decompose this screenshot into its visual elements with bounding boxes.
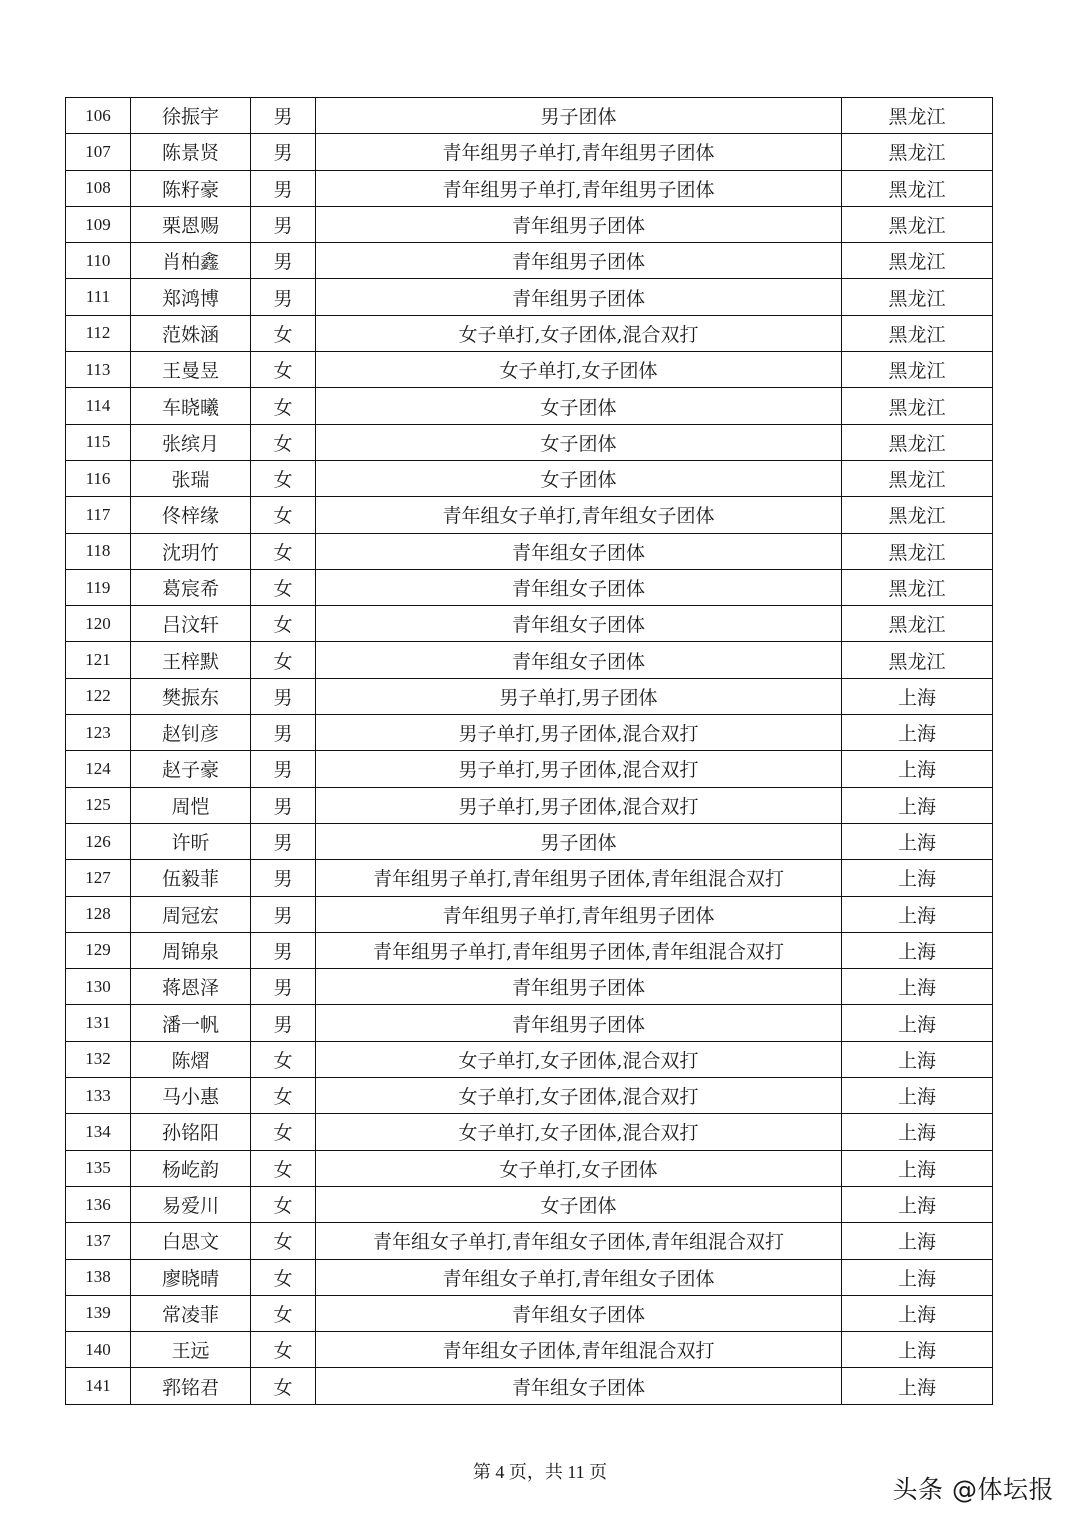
table-row [66, 497, 993, 533]
cell-events: 男子单打,男子团体,混合双打 [316, 787, 842, 823]
cell-name: 陈熠 [131, 1041, 251, 1077]
cell-events: 青年组男子单打,青年组男子团体 [316, 134, 842, 170]
cell-region: 上海 [842, 678, 993, 714]
cell-name: 孙铭阳 [131, 1114, 251, 1150]
cell-gender: 女 [251, 1295, 316, 1331]
cell-name: 蒋恩泽 [131, 969, 251, 1005]
cell-name: 赵钊彦 [131, 715, 251, 751]
cell-gender: 女 [251, 642, 316, 678]
cell-region: 上海 [842, 1005, 993, 1041]
cell-region: 上海 [842, 1259, 993, 1295]
cell-name: 佟梓缘 [131, 497, 251, 533]
cell-number: 116 [66, 460, 131, 496]
table-row [66, 678, 993, 714]
cell-number: 125 [66, 787, 131, 823]
cell-events: 青年组女子团体 [316, 642, 842, 678]
cell-name: 郛铭君 [131, 1368, 251, 1404]
cell-gender: 女 [251, 1259, 316, 1295]
cell-number: 121 [66, 642, 131, 678]
cell-region: 黑龙江 [842, 424, 993, 460]
roster-table [65, 97, 993, 1405]
cell-name: 常凌菲 [131, 1295, 251, 1331]
cell-events: 青年组男子团体 [316, 243, 842, 279]
cell-events: 青年组男子单打,青年组男子团体,青年组混合双打 [316, 860, 842, 896]
cell-number: 138 [66, 1259, 131, 1295]
cell-name: 许昕 [131, 823, 251, 859]
cell-number: 134 [66, 1114, 131, 1150]
cell-number: 106 [66, 98, 131, 134]
table-row [66, 1078, 993, 1114]
cell-name: 陈景贤 [131, 134, 251, 170]
table-row [66, 787, 993, 823]
cell-region: 上海 [842, 860, 993, 896]
cell-events: 青年组女子团体 [316, 533, 842, 569]
page-number: 第 4 页，共 11 页 [472, 1462, 608, 1482]
cell-region: 黑龙江 [842, 388, 993, 424]
cell-number: 129 [66, 932, 131, 968]
cell-region: 上海 [842, 1223, 993, 1259]
cell-events: 女子单打,女子团体,混合双打 [316, 1114, 842, 1150]
table-row [66, 134, 993, 170]
cell-gender: 女 [251, 606, 316, 642]
cell-gender: 男 [251, 206, 316, 242]
cell-region: 上海 [842, 823, 993, 859]
cell-gender: 男 [251, 896, 316, 932]
cell-events: 女子团体 [316, 388, 842, 424]
cell-region: 黑龙江 [842, 279, 993, 315]
table-row [66, 932, 993, 968]
cell-region: 上海 [842, 969, 993, 1005]
table-row [66, 1186, 993, 1222]
cell-region: 黑龙江 [842, 134, 993, 170]
cell-events: 青年组男子单打,青年组男子团体,青年组混合双打 [316, 932, 842, 968]
table-row [66, 98, 993, 134]
cell-region: 黑龙江 [842, 497, 993, 533]
cell-region: 上海 [842, 715, 993, 751]
cell-name: 周冠宏 [131, 896, 251, 932]
table-row [66, 206, 993, 242]
cell-events: 青年组女子单打,青年组女子团体 [316, 1259, 842, 1295]
cell-region: 黑龙江 [842, 352, 993, 388]
cell-gender: 男 [251, 170, 316, 206]
table-row [66, 315, 993, 351]
cell-number: 141 [66, 1368, 131, 1404]
cell-name: 樊振东 [131, 678, 251, 714]
cell-name: 陈籽豪 [131, 170, 251, 206]
cell-events: 青年组女子团体 [316, 606, 842, 642]
table-row [66, 860, 993, 896]
cell-name: 廖晓晴 [131, 1259, 251, 1295]
cell-gender: 女 [251, 1041, 316, 1077]
table-row [66, 606, 993, 642]
table-row [66, 1150, 993, 1186]
cell-number: 111 [66, 279, 131, 315]
table-row [66, 243, 993, 279]
cell-region: 上海 [842, 787, 993, 823]
cell-region: 黑龙江 [842, 315, 993, 351]
table-row [66, 896, 993, 932]
cell-name: 赵子豪 [131, 751, 251, 787]
cell-gender: 女 [251, 1223, 316, 1259]
cell-number: 132 [66, 1041, 131, 1077]
cell-name: 周恺 [131, 787, 251, 823]
table-row [66, 823, 993, 859]
table-row [66, 1223, 993, 1259]
cell-events: 女子团体 [316, 424, 842, 460]
cell-events: 青年组女子团体 [316, 1368, 842, 1404]
cell-events: 青年组女子单打,青年组女子团体 [316, 497, 842, 533]
cell-gender: 女 [251, 497, 316, 533]
cell-name: 葛宸希 [131, 569, 251, 605]
cell-name: 徐振宇 [131, 98, 251, 134]
cell-gender: 女 [251, 533, 316, 569]
cell-number: 123 [66, 715, 131, 751]
cell-number: 140 [66, 1332, 131, 1368]
cell-gender: 女 [251, 569, 316, 605]
cell-region: 黑龙江 [842, 206, 993, 242]
cell-number: 108 [66, 170, 131, 206]
cell-name: 栗恩赐 [131, 206, 251, 242]
cell-events: 青年组男子团体 [316, 1005, 842, 1041]
cell-number: 133 [66, 1078, 131, 1114]
cell-gender: 女 [251, 1332, 316, 1368]
cell-number: 120 [66, 606, 131, 642]
cell-number: 128 [66, 896, 131, 932]
cell-gender: 女 [251, 1078, 316, 1114]
cell-name: 王梓默 [131, 642, 251, 678]
cell-number: 109 [66, 206, 131, 242]
cell-events: 男子单打,男子团体,混合双打 [316, 751, 842, 787]
cell-gender: 男 [251, 969, 316, 1005]
cell-number: 136 [66, 1186, 131, 1222]
cell-region: 上海 [842, 1114, 993, 1150]
cell-number: 135 [66, 1150, 131, 1186]
cell-region: 上海 [842, 932, 993, 968]
cell-name: 马小惠 [131, 1078, 251, 1114]
cell-gender: 女 [251, 1186, 316, 1222]
cell-region: 上海 [842, 1078, 993, 1114]
cell-name: 张缤月 [131, 424, 251, 460]
cell-events: 女子团体 [316, 460, 842, 496]
cell-region: 上海 [842, 1368, 993, 1404]
cell-events: 女子单打,女子团体,混合双打 [316, 1078, 842, 1114]
cell-gender: 男 [251, 823, 316, 859]
table-row [66, 1295, 993, 1331]
cell-events: 青年组男子团体 [316, 206, 842, 242]
cell-name: 车晓曦 [131, 388, 251, 424]
cell-region: 上海 [842, 751, 993, 787]
cell-gender: 男 [251, 134, 316, 170]
cell-events: 青年组男子团体 [316, 279, 842, 315]
cell-events: 青年组男子团体 [316, 969, 842, 1005]
table-row [66, 642, 993, 678]
cell-region: 上海 [842, 1332, 993, 1368]
table-row [66, 1114, 993, 1150]
cell-number: 118 [66, 533, 131, 569]
cell-name: 郑鸿博 [131, 279, 251, 315]
cell-events: 青年组女子团体,青年组混合双打 [316, 1332, 842, 1368]
table-row [66, 424, 993, 460]
cell-name: 吕汶轩 [131, 606, 251, 642]
cell-events: 女子单打,女子团体 [316, 1150, 842, 1186]
cell-name: 潘一帆 [131, 1005, 251, 1041]
cell-events: 男子团体 [316, 98, 842, 134]
cell-name: 周锦泉 [131, 932, 251, 968]
cell-events: 青年组女子团体 [316, 569, 842, 605]
cell-events: 男子单打,男子团体 [316, 678, 842, 714]
table-row [66, 279, 993, 315]
cell-region: 黑龙江 [842, 460, 993, 496]
cell-region: 黑龙江 [842, 533, 993, 569]
cell-number: 119 [66, 569, 131, 605]
cell-name: 伍毅菲 [131, 860, 251, 896]
cell-gender: 女 [251, 424, 316, 460]
cell-name: 肖柏鑫 [131, 243, 251, 279]
cell-gender: 男 [251, 1005, 316, 1041]
cell-region: 上海 [842, 1186, 993, 1222]
cell-name: 杨屹韵 [131, 1150, 251, 1186]
cell-events: 青年组女子团体 [316, 1295, 842, 1331]
cell-name: 范姝涵 [131, 315, 251, 351]
table-row [66, 388, 993, 424]
cell-name: 易爱川 [131, 1186, 251, 1222]
table-row [66, 1368, 993, 1404]
cell-gender: 男 [251, 860, 316, 896]
cell-region: 黑龙江 [842, 642, 993, 678]
cell-name: 沈玥竹 [131, 533, 251, 569]
cell-gender: 男 [251, 751, 316, 787]
cell-number: 126 [66, 823, 131, 859]
cell-region: 上海 [842, 1150, 993, 1186]
table-row [66, 751, 993, 787]
roster-body [66, 98, 993, 1405]
cell-gender: 男 [251, 243, 316, 279]
cell-region: 上海 [842, 896, 993, 932]
cell-gender: 女 [251, 388, 316, 424]
cell-gender: 男 [251, 678, 316, 714]
cell-gender: 男 [251, 279, 316, 315]
cell-region: 黑龙江 [842, 170, 993, 206]
table-row [66, 1005, 993, 1041]
cell-number: 114 [66, 388, 131, 424]
cell-events: 女子单打,女子团体,混合双打 [316, 315, 842, 351]
cell-gender: 女 [251, 460, 316, 496]
cell-region: 黑龙江 [842, 243, 993, 279]
table-row [66, 569, 993, 605]
cell-region: 上海 [842, 1041, 993, 1077]
table-row [66, 1259, 993, 1295]
cell-number: 122 [66, 678, 131, 714]
cell-name: 白思文 [131, 1223, 251, 1259]
cell-number: 127 [66, 860, 131, 896]
table-row [66, 715, 993, 751]
source-watermark: 头条 @体坛报 [892, 1475, 1054, 1504]
cell-gender: 男 [251, 787, 316, 823]
cell-region: 黑龙江 [842, 606, 993, 642]
table-row [66, 533, 993, 569]
cell-number: 139 [66, 1295, 131, 1331]
cell-gender: 男 [251, 932, 316, 968]
cell-gender: 女 [251, 315, 316, 351]
cell-name: 王曼昱 [131, 352, 251, 388]
table-row [66, 1332, 993, 1368]
cell-number: 115 [66, 424, 131, 460]
table-row [66, 969, 993, 1005]
cell-events: 男子单打,男子团体,混合双打 [316, 715, 842, 751]
table-row [66, 460, 993, 496]
cell-number: 137 [66, 1223, 131, 1259]
cell-number: 117 [66, 497, 131, 533]
cell-number: 113 [66, 352, 131, 388]
cell-name: 张瑞 [131, 460, 251, 496]
cell-number: 107 [66, 134, 131, 170]
cell-gender: 男 [251, 715, 316, 751]
cell-events: 青年组女子单打,青年组女子团体,青年组混合双打 [316, 1223, 842, 1259]
cell-gender: 女 [251, 352, 316, 388]
table-row [66, 170, 993, 206]
cell-region: 黑龙江 [842, 98, 993, 134]
cell-number: 124 [66, 751, 131, 787]
cell-gender: 女 [251, 1114, 316, 1150]
cell-gender: 女 [251, 1368, 316, 1404]
cell-number: 112 [66, 315, 131, 351]
table-row [66, 352, 993, 388]
cell-name: 王远 [131, 1332, 251, 1368]
table-row [66, 1041, 993, 1077]
cell-events: 女子单打,女子团体 [316, 352, 842, 388]
cell-region: 黑龙江 [842, 569, 993, 605]
cell-events: 女子团体 [316, 1186, 842, 1222]
cell-events: 青年组男子单打,青年组男子团体 [316, 170, 842, 206]
cell-number: 131 [66, 1005, 131, 1041]
cell-events: 男子团体 [316, 823, 842, 859]
cell-number: 110 [66, 243, 131, 279]
cell-events: 青年组男子单打,青年组男子团体 [316, 896, 842, 932]
cell-events: 女子单打,女子团体,混合双打 [316, 1041, 842, 1077]
cell-gender: 女 [251, 1150, 316, 1186]
cell-number: 130 [66, 969, 131, 1005]
cell-gender: 男 [251, 98, 316, 134]
cell-region: 上海 [842, 1295, 993, 1331]
